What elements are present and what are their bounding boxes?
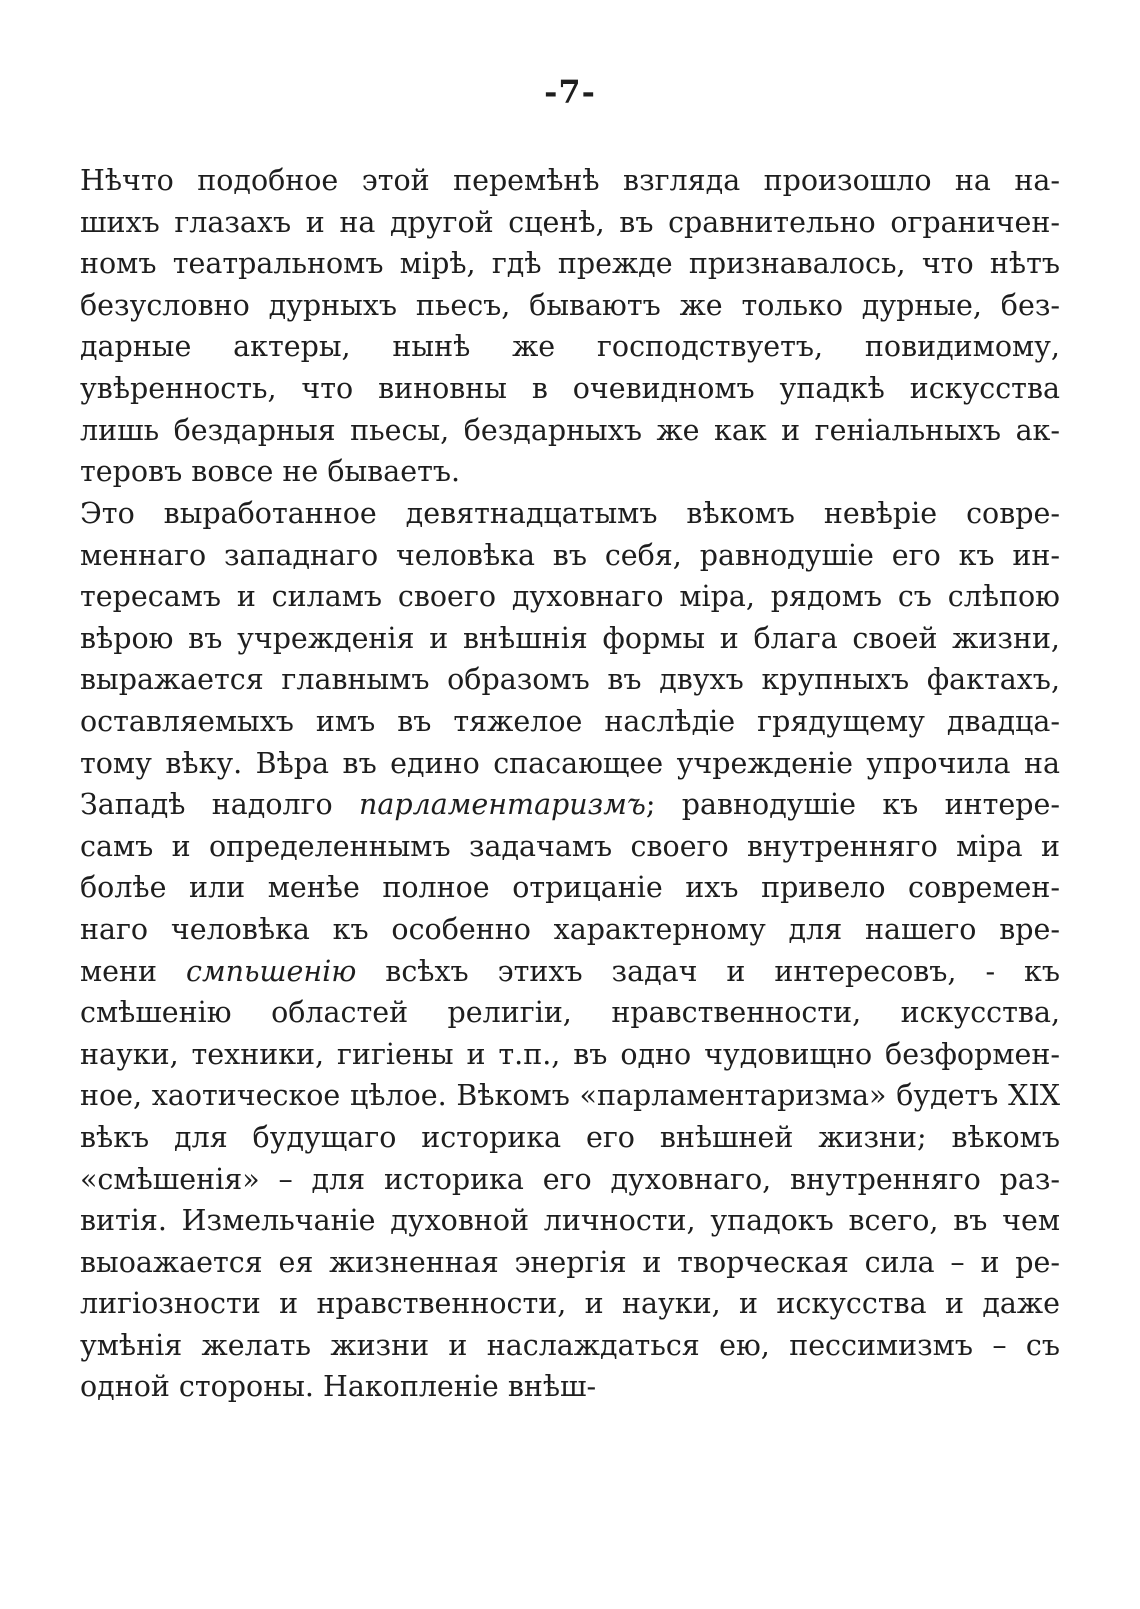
italic-term: парламентаризмъ bbox=[359, 788, 646, 822]
text-line: меннаго западнаго человѣка въ себя, равнодушіе его къ ин- bbox=[80, 538, 1060, 572]
italic-term: смпьшенію bbox=[186, 954, 357, 988]
text-line: «смѣшенія» – для историка его духовнаго, внутренняго раз- bbox=[80, 1162, 1060, 1196]
text-line: одной стороны. Накопленіе внѣш- bbox=[80, 1370, 597, 1404]
text-segment: всѣхъ этихъ задач и интересовъ, - къ bbox=[356, 954, 1060, 988]
page-number: -7- bbox=[544, 73, 596, 111]
text-line: номъ театральномъ мірѣ, гдѣ прежде признавалось, что нѣтъ bbox=[80, 247, 1060, 281]
text-line: вѣрою въ учрежденія и внѣшнія формы и блага своей жизни, bbox=[80, 621, 1060, 655]
text-line: Это выработанное девятнадцатымъ вѣкомъ невѣріе совре- bbox=[80, 497, 1060, 530]
text-line: Нѣчто подобное этой перемѣнѣ взгляда произошло на на- bbox=[80, 164, 1060, 197]
text-line: лигіозности и нравственности, и науки, и искусства и даже bbox=[80, 1287, 1060, 1321]
text-segment: Западѣ надолго bbox=[80, 788, 360, 822]
text-line: дарные актеры, нынѣ же господствуетъ, повидимому, bbox=[80, 330, 1060, 364]
text-line: смѣшенію областей религіи, нравственности, искусства, bbox=[80, 996, 1060, 1030]
text-segment: мени bbox=[80, 954, 186, 988]
text-segment: ; равнодушіе къ интере- bbox=[645, 788, 1060, 822]
text-line: выоажается ея жизненная энергія и творческая сила – и ре- bbox=[80, 1245, 1060, 1279]
text-line: науки, техники, гигіены и т.п., въ одно чудовищно безформен- bbox=[80, 1037, 1060, 1071]
text-line: тересамъ и силамъ своего духовнаго міра, рядомъ съ слѣпою bbox=[80, 580, 1060, 614]
text-line: лишь бездарныя пьесы, бездарныхъ же как и геніальныхъ ак- bbox=[80, 413, 1060, 447]
text-line-with-italic bbox=[80, 951, 1060, 993]
text-line: безусловно дурныхъ пьесъ, бываютъ же только дурные, без- bbox=[80, 288, 1060, 322]
text-line: шихъ глазахъ и на другой сценѣ, въ сравнительно ограничен- bbox=[80, 205, 1060, 239]
paragraph-1 bbox=[80, 160, 1060, 493]
text-line: самъ и определеннымъ задачамъ своего внутренняго міра и bbox=[80, 829, 1060, 863]
text-line-with-italic bbox=[80, 784, 1060, 826]
text-line: тому вѣку. Вѣра въ едино спасающее учрежденіе упрочила на bbox=[80, 746, 1060, 780]
paragraph-2 bbox=[80, 493, 1060, 1408]
text-line: умѣнія желать жизни и наслаждаться ею, пессимизмъ – съ bbox=[80, 1328, 1060, 1362]
text-line: наго человѣка къ особенно характерному для нашего вре- bbox=[80, 912, 1060, 946]
text-line: увѣренность, что виновны в очевидномъ упадкѣ искусства bbox=[80, 371, 1060, 405]
text-line: теровъ вовсе не бываетъ. bbox=[80, 455, 461, 489]
text-line: вѣкъ для будущаго историка его внѣшней жизни; вѣкомъ bbox=[80, 1120, 1060, 1154]
text-line: оставляемыхъ имъ въ тяжелое наслѣдіе грядущему двадца- bbox=[80, 704, 1060, 738]
text-line: выражается главнымъ образомъ въ двухъ крупныхъ фактахъ, bbox=[80, 663, 1060, 697]
text-line: болѣе или менѣе полное отрицаніе ихъ привело современ- bbox=[80, 871, 1060, 905]
text-line: витія. Измельчаніе духовной личности, упадокъ всего, въ чем bbox=[80, 1204, 1060, 1238]
text-line: ное, хаотическое цѣлое. Вѣкомъ «парламентаризма» будетъ XIX bbox=[80, 1079, 1060, 1113]
